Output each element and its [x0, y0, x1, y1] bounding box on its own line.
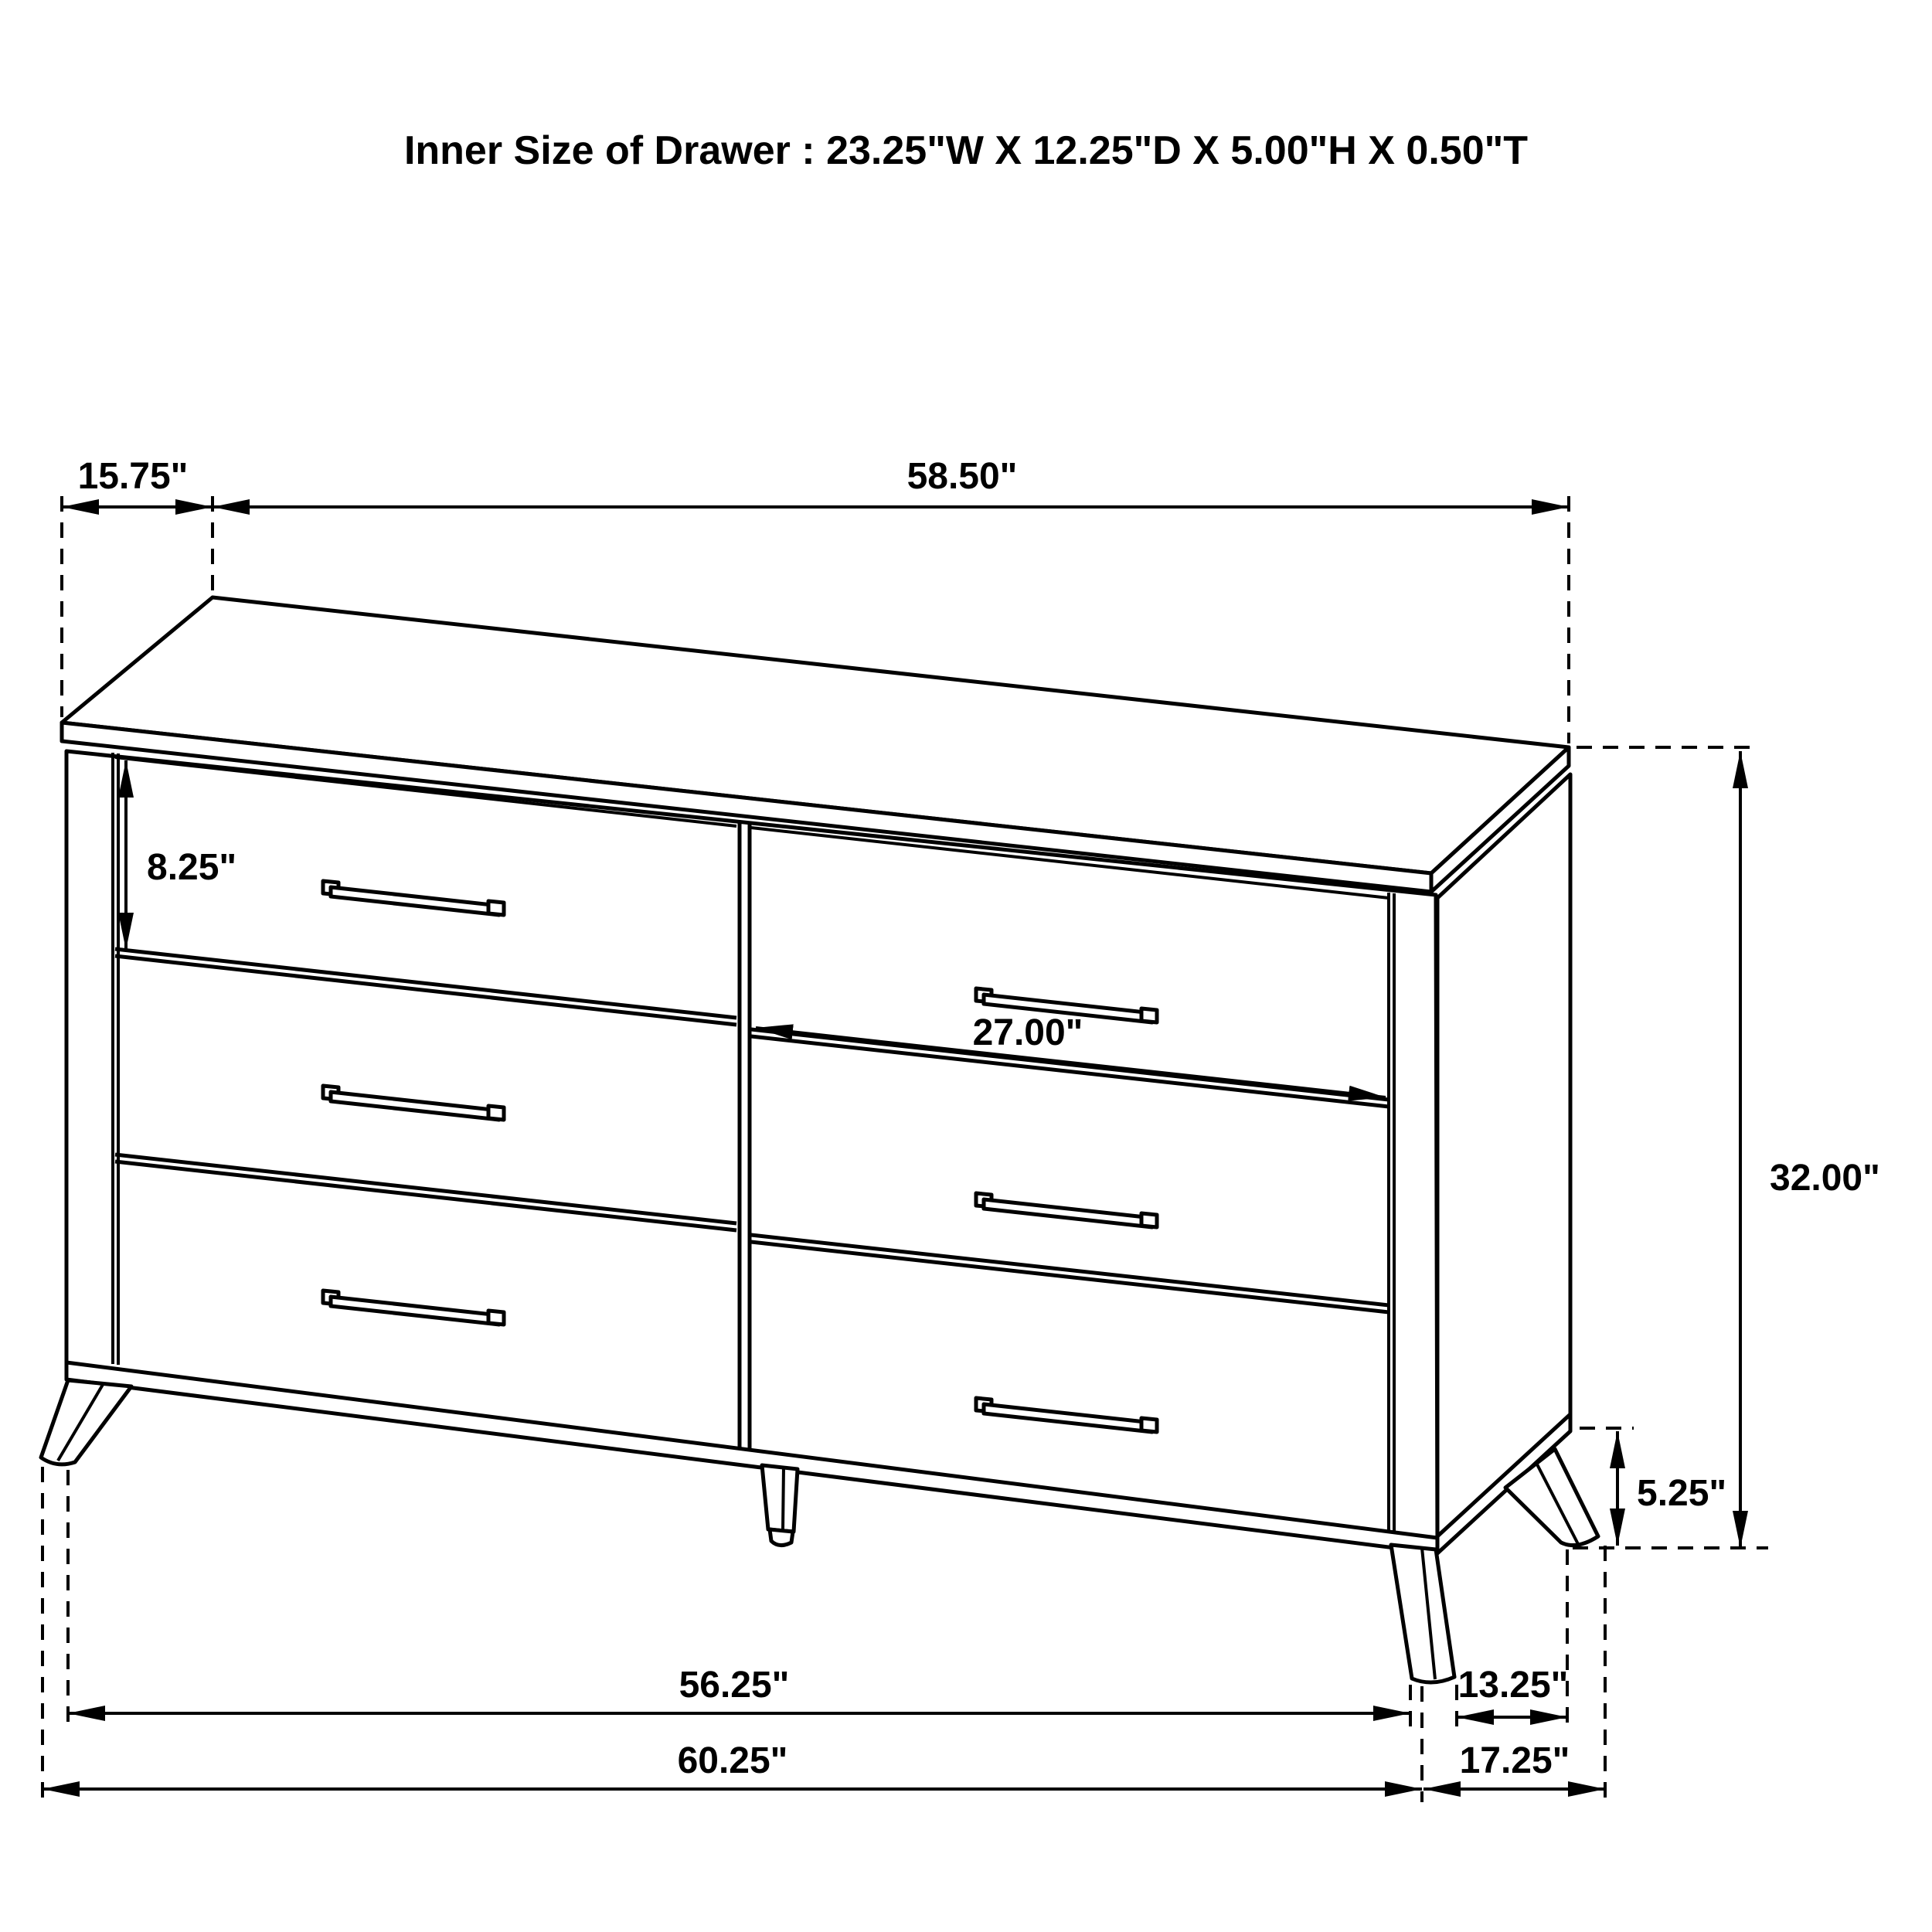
- dim-label-drawer-width: 27.00": [972, 1012, 1083, 1053]
- dimension-base-width-inner: [68, 1665, 1410, 1713]
- dimension-overall-height: [1740, 751, 1880, 1548]
- right-side-panel: [1437, 774, 1570, 1553]
- dresser-drawing: [41, 597, 1598, 1682]
- page-title: Inner Size of Drawer : 23.25"W X 12.25"D X 5.00"H X 0.50"T: [403, 128, 1529, 173]
- dim-label-base-depth-inner: 13.25": [1458, 1665, 1569, 1706]
- leg-front-left: [41, 1380, 131, 1464]
- leg-center: [762, 1465, 798, 1546]
- dim-label-top-depth: 15.75": [77, 456, 189, 497]
- dimension-base-depth-overall: [1423, 1740, 1605, 1789]
- dimension-top-width: [213, 456, 1569, 507]
- dim-label-top-width: 58.50": [906, 456, 1018, 497]
- dimension-base-depth-inner: [1457, 1665, 1568, 1717]
- dim-label-base-depth-overall: 17.25": [1459, 1740, 1570, 1781]
- dimension-base-width-overall: [43, 1740, 1422, 1789]
- dimension-leg-height: [1617, 1431, 1726, 1546]
- dim-label-overall-height: 32.00": [1770, 1158, 1880, 1199]
- dim-label-base-width-overall: 60.25": [677, 1740, 788, 1781]
- dim-label-base-width-inner: 56.25": [679, 1665, 790, 1706]
- dim-label-drawer-height: 8.25": [147, 847, 237, 888]
- dimension-top-depth: [62, 456, 213, 507]
- leg-front-right: [1391, 1545, 1454, 1682]
- dim-label-leg-height: 5.25": [1637, 1473, 1727, 1514]
